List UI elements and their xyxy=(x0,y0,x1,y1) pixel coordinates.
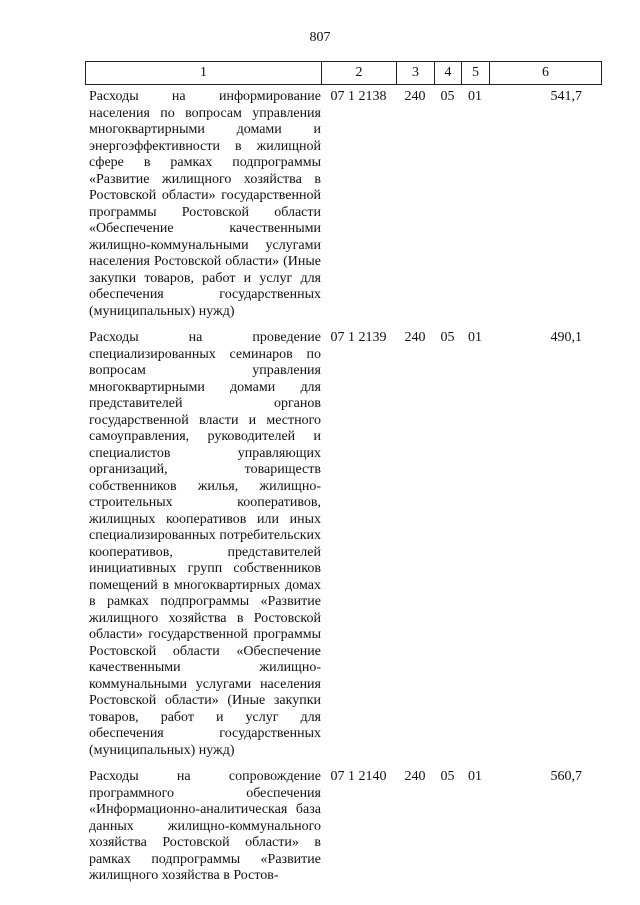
expense-description: Расходы на информирование населения по вопросам управления многоквартирными домами и энергоэффективности в жилищной сфере в рамках подпрограммы «Развитие жилищного хозяйства в Ростовской области» государственной программы Ростовской области «Обеспечение качественными жилищно-коммунальными услугами населения Ростовской области» (Иные закупки товаров, работ и услуг для обеспечения государственных (муниципальных) нужд) xyxy=(89,89,321,319)
section-code: 05 xyxy=(440,330,455,345)
column-header-2: 2 xyxy=(322,62,397,85)
table-row xyxy=(85,89,601,320)
expense-description: Расходы на проведение специализированных семинаров по вопросам управления многоквартирными домами для представителей органов государственной власти и местного самоуправления, руководителей и специалистов управляющих организаций, товариществ собственников жилья, жилищно-строительных кооперативов, жилищных кооперативов или иных специализированных потребительских кооперативов, представителей инициативных групп собственников помещений в многоквартирных домах в рамках подпрограммы «Развитие жилищного хозяйства в Ростовской области» государственной программы Ростовской области «Обеспечение качественными жилищно-коммунальными услугами населения Ростовской области» (Иные закупки товаров, работ и услуг для обеспечения государственных (муниципальных) нужд) xyxy=(89,330,321,758)
section-code: 05 xyxy=(440,89,455,104)
expense-type-code: 240 xyxy=(404,330,426,345)
target-article-code: 07 1 2140 xyxy=(330,769,387,784)
column-header-5: 5 xyxy=(462,62,490,85)
column-header-6: 6 xyxy=(490,62,602,85)
target-article-code: 07 1 2138 xyxy=(330,89,387,104)
subsection-code: 01 xyxy=(468,89,482,104)
amount-value: 560,7 xyxy=(550,769,582,784)
target-article-code: 07 1 2139 xyxy=(330,330,387,345)
amount-value: 541,7 xyxy=(550,89,582,104)
expense-type-code: 240 xyxy=(404,89,426,104)
amount-value: 490,1 xyxy=(550,330,582,345)
table-body xyxy=(85,89,601,885)
subsection-code: 01 xyxy=(468,769,482,784)
page-number: 807 xyxy=(309,30,331,45)
expense-type-code: 240 xyxy=(404,769,426,784)
column-header-1: 1 xyxy=(86,62,322,85)
column-header-row xyxy=(85,61,602,85)
column-header-4: 4 xyxy=(435,62,462,85)
column-header-3: 3 xyxy=(397,62,435,85)
section-code: 05 xyxy=(440,769,455,784)
table-row xyxy=(85,769,601,885)
subsection-code: 01 xyxy=(468,330,482,345)
table-row xyxy=(85,330,601,759)
expense-description: Расходы на сопровождение программного обеспечения «Информационно-аналитическая база данных жилищно-коммунального хозяйства Ростовской области» в рамках подпрограммы «Развитие жилищного хозяйства в Ростов- xyxy=(89,769,321,883)
